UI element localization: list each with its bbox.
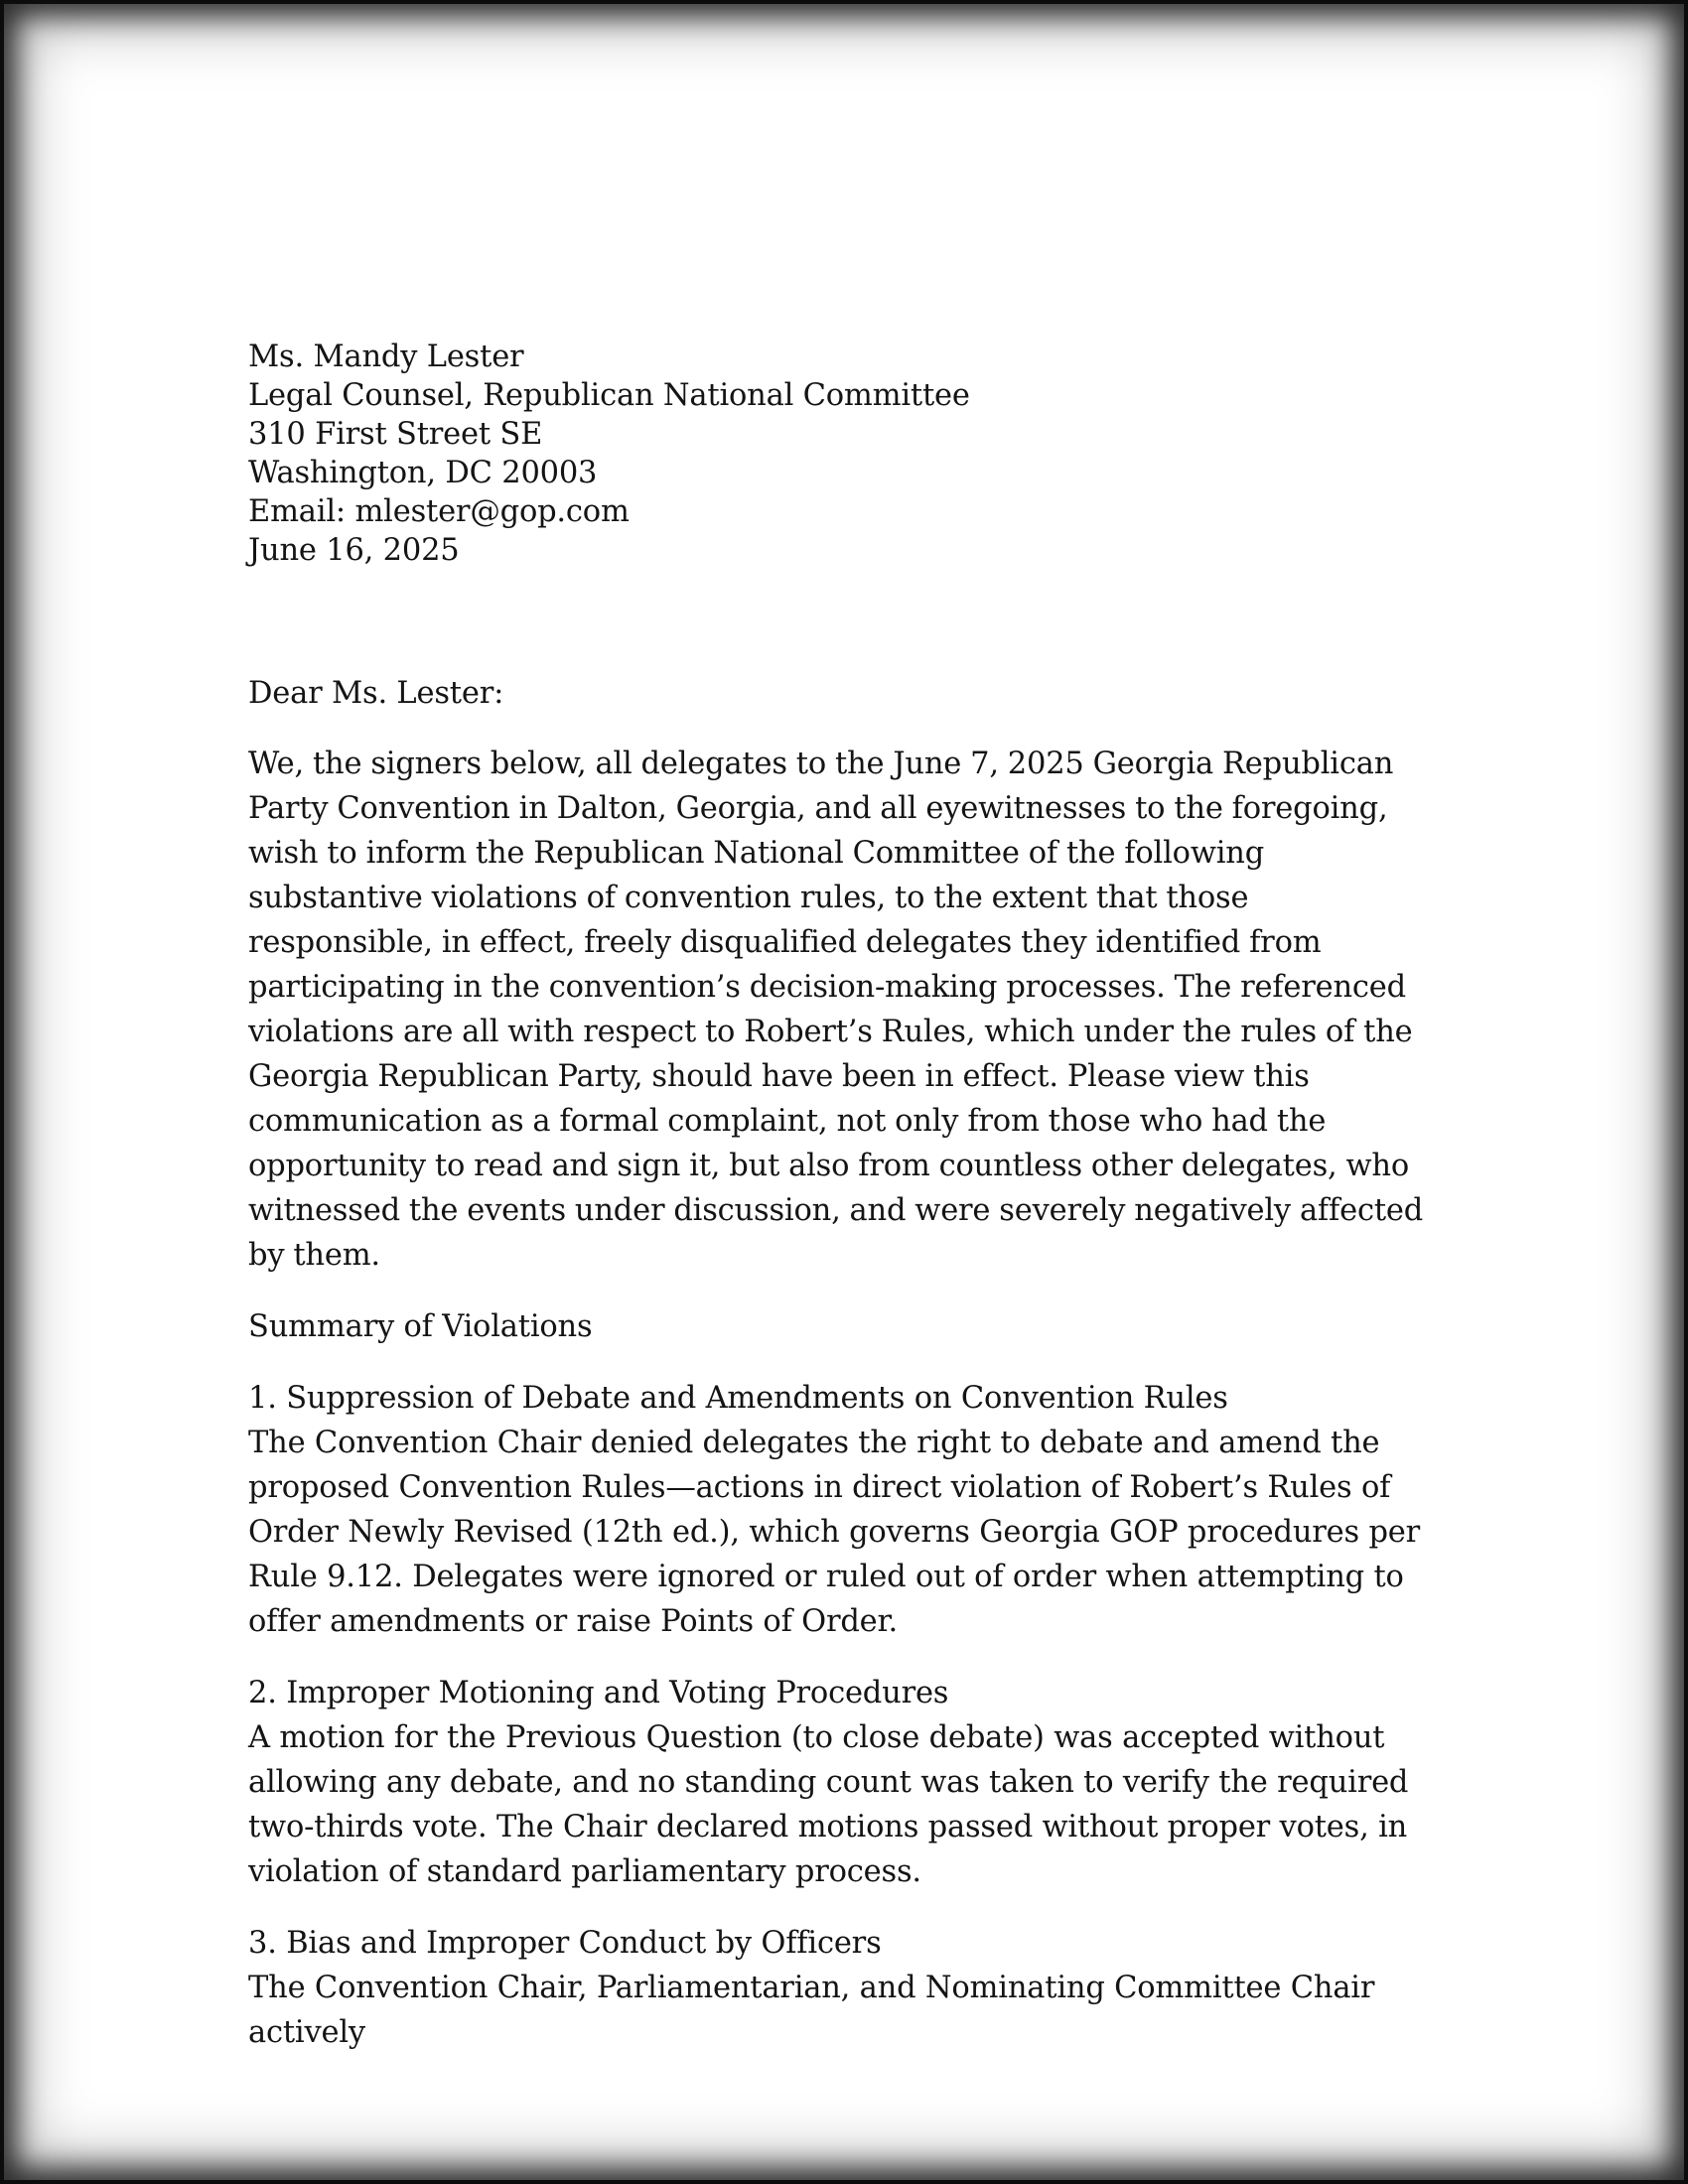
recipient-city: Washington, DC 20003 [248, 456, 598, 490]
recipient-email: Email: mlester@gop.com [248, 494, 630, 529]
letter-body [248, 338, 1440, 2055]
summary-heading: Summary of Violations [248, 1309, 593, 1344]
violation-body: The Convention Chair, Parliamentarian, and Nominating Committee Chair actively [248, 1971, 1375, 2050]
violation-body: A motion for the Previous Question (to close debate) was accepted without allowing any debate, and no standing count was taken to verify the required two-thirds vote. The Chair declared motions passed without proper votes, in violation of standard parliamentary process. [248, 1720, 1409, 1889]
violation-item-3 [248, 1921, 1440, 2055]
violation-title: 1. Suppression of Debate and Amendments on Convention Rules [248, 1381, 1228, 1416]
letter-date: June 16, 2025 [248, 533, 460, 568]
violation-item-1 [248, 1376, 1440, 1644]
recipient-street: 310 First Street SE [248, 417, 543, 452]
violation-item-2 [248, 1671, 1440, 1894]
recipient-name: Ms. Mandy Lester [248, 340, 524, 374]
violation-title: 3. Bias and Improper Conduct by Officers [248, 1926, 882, 1961]
violation-body: The Convention Chair denied delegates the right to debate and amend the proposed Convention Rules—actions in direct violation of Robert’s Rules of Order Newly Revised (12th ed.), which governs Georgia GOP procedures per Rule 9.12. Delegates were ignored or ruled out of order when attempting to offer amendments or raise Points of Order. [248, 1426, 1420, 1639]
recipient-title: Legal Counsel, Republican National Committee [248, 378, 970, 413]
salutation: Dear Ms. Lester: [248, 676, 504, 711]
intro-paragraph: We, the signers below, all delegates to the June 7, 2025 Georgia Republican Party Convention in Dalton, Georgia, and all eyewitnesses to the foregoing, wish to inform the Republican National Committee of the following substantive violations of convention rules, to the extent that those responsible, in effect, freely disqualified delegates they identified from participating in the convention’s decision-making processes. The referenced violations are all with respect to Robert’s Rules, which under the rules of the Georgia Republican Party, should have been in effect. Please view this communication as a formal complaint, not only from those who had the opportunity to read and sign it, but also from countless other delegates, who witnessed the events under discussion, and were severely negatively affected by them. [248, 747, 1424, 1273]
violation-title: 2. Improper Motioning and Voting Procedures [248, 1676, 949, 1710]
recipient-address-block [248, 338, 1440, 570]
